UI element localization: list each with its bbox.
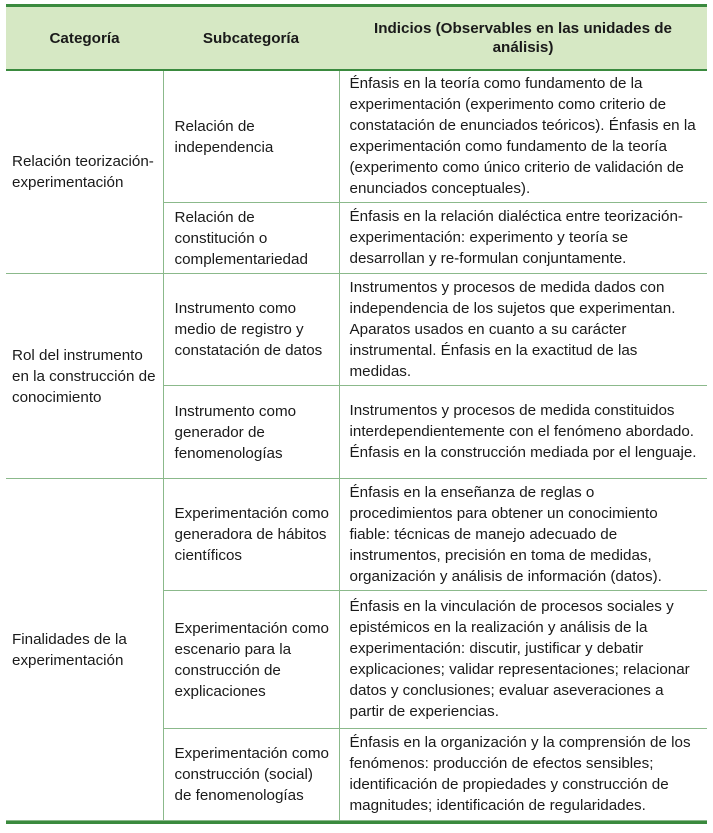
- subcategory-cell: Instrumento como generador de fenomenologías: [163, 386, 339, 479]
- indicator-cell: Énfasis en la relación dialéctica entre teorización-experimentación: experimento y teoría se desarrollan y re-formulan conjuntamente.: [339, 203, 707, 274]
- header-categoria: Categoría: [6, 6, 163, 71]
- category-cell: Finalidades de la experimentación: [6, 479, 163, 821]
- subcategory-cell: Experimentación como generadora de hábitos científicos: [163, 479, 339, 591]
- subcategory-cell: Relación de independencia: [163, 70, 339, 203]
- table-bottom-rule: [6, 821, 707, 824]
- table-body: [6, 70, 707, 821]
- categories-table-container: [6, 4, 707, 821]
- indicator-cell: Instrumentos y procesos de medida constituidos interdependientemente con el fenómeno abordado. Énfasis en la construcción mediada por el lenguaje.: [339, 386, 707, 479]
- table-row: [6, 70, 707, 203]
- subcategory-cell: Experimentación como construcción (social) de fenomenologías: [163, 729, 339, 821]
- indicator-cell: Instrumentos y procesos de medida dados con independencia de los sujetos que experimentan. Aparatos usados en cuanto a su carácter instrumental. Énfasis en la exactitud de las medidas.: [339, 274, 707, 386]
- header-row: [6, 6, 707, 71]
- indicator-cell: Énfasis en la teoría como fundamento de la experimentación (experimento como criterio de constatación de enunciados teóricos). Énfasis en la experimentación como fundamento de la teoría (experimento como único criterio de validación de enunciados conceptuales).: [339, 70, 707, 203]
- header-subcategoria: Subcategoría: [163, 6, 339, 71]
- table-header: [6, 6, 707, 71]
- header-indicios: Indicios (Observables en las unidades de análisis): [339, 6, 707, 71]
- indicator-cell: Énfasis en la organización y la comprensión de los fenómenos: producción de efectos sensibles; identificación de propiedades y construcción de magnitudes; identificación de regularidades.: [339, 729, 707, 821]
- table-row: [6, 274, 707, 386]
- table-row: [6, 479, 707, 591]
- subcategory-cell: Instrumento como medio de registro y constatación de datos: [163, 274, 339, 386]
- indicator-cell: Énfasis en la vinculación de procesos sociales y epistémicos en la realización y análisis de la experimentación: discutir, justificar y debatir explicaciones; validar representaciones; relacionar datos y conclusiones; evaluar aseveraciones a partir de experiencias.: [339, 591, 707, 729]
- category-cell: Relación teorización-experimentación: [6, 70, 163, 274]
- indicator-cell: Énfasis en la enseñanza de reglas o procedimientos para obtener un conocimiento fiable: técnicas de manejo adecuado de instrumentos, precisión en toma de medidas, organización y análisis de información (datos).: [339, 479, 707, 591]
- subcategory-cell: Relación de constitución o complementariedad: [163, 203, 339, 274]
- subcategory-cell: Experimentación como escenario para la construcción de explicaciones: [163, 591, 339, 729]
- category-cell: Rol del instrumento en la construcción de conocimiento: [6, 274, 163, 479]
- categories-table: [6, 4, 707, 821]
